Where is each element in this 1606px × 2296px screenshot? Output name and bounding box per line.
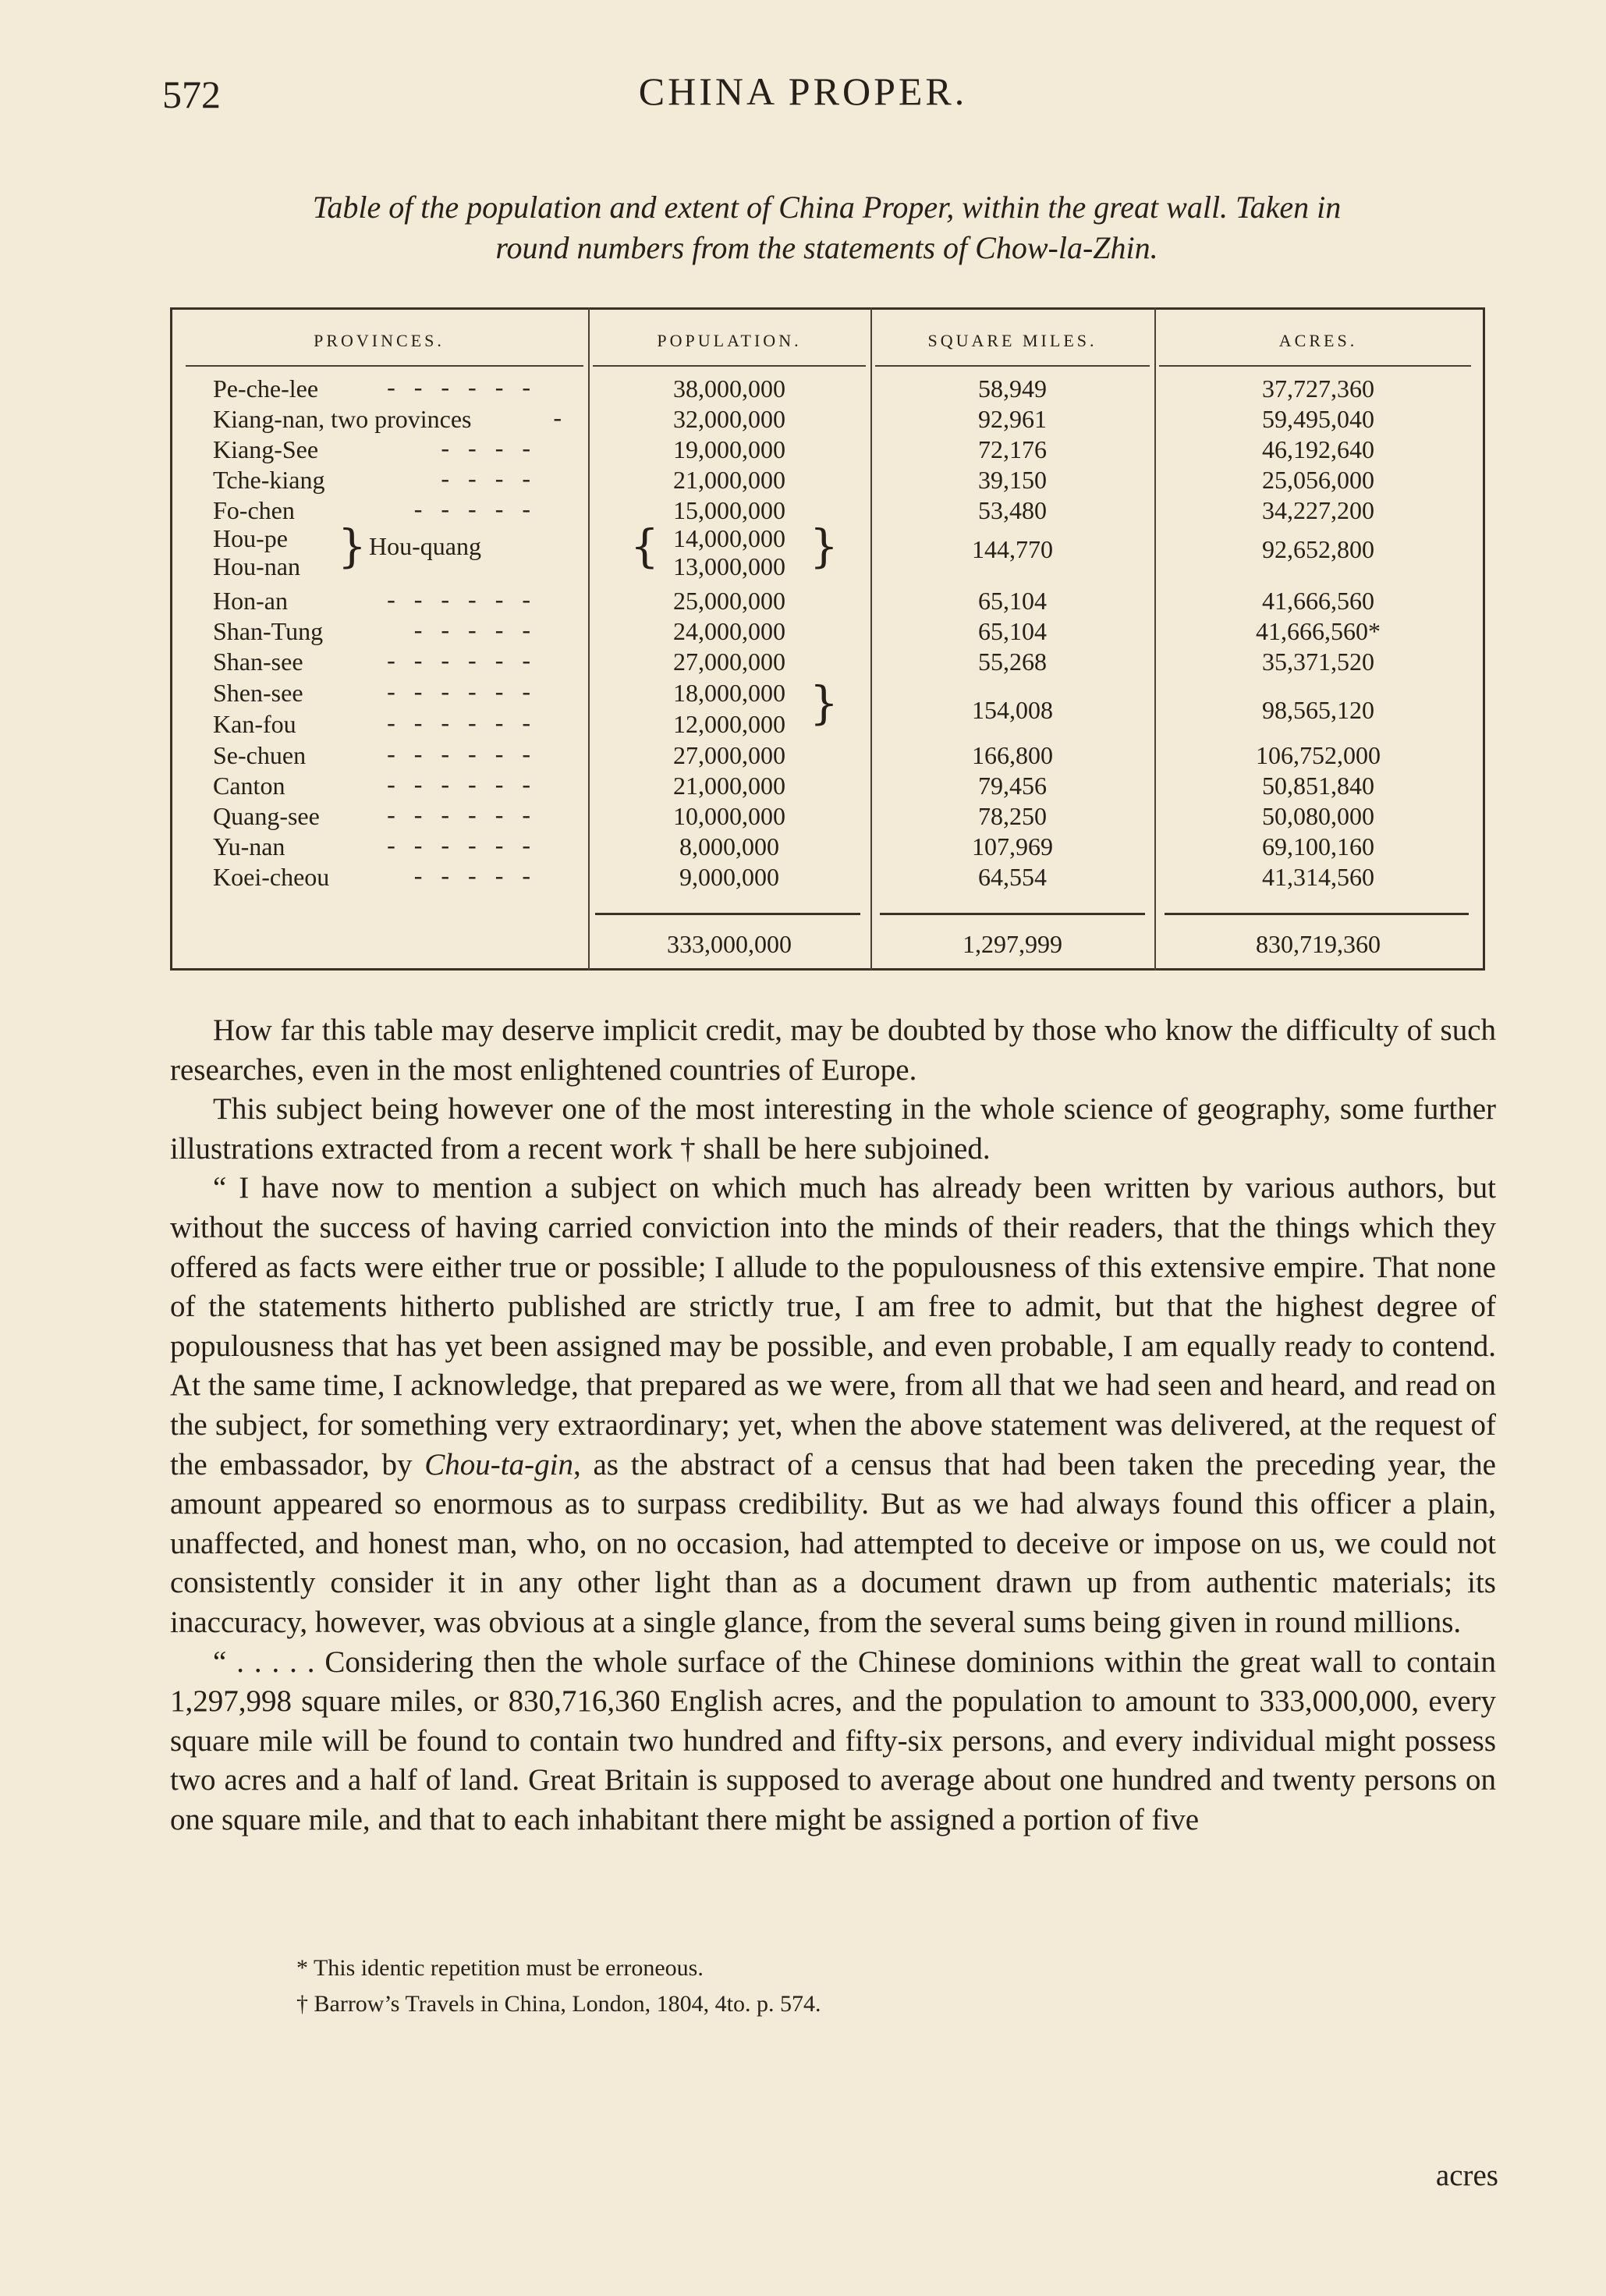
leader-dots: - - - - [441,434,537,462]
population-value: 15,000,000 [673,496,785,524]
leader-dots: - [553,403,568,431]
shen-group-acres: 98,565,120 [1262,696,1374,724]
acres-value: 41,666,560* [1256,617,1381,645]
square-miles-value: 78,250 [978,802,1047,830]
running-head: CHINA PROPER. [638,69,968,113]
paragraph: How far this table may deserve implicit credit, may be doubted by those who know the difficulty of such researches, even in the most enlightened countries of Europe. [170,1013,1496,1087]
leader-dots: - - - - - [413,861,537,889]
population-value: 32,000,000 [673,405,785,433]
table-bottom-rule [170,968,1485,971]
sum-rule [595,913,860,915]
population-value: 9,000,000 [679,863,779,891]
leader-dots: - - - - - - [387,677,537,705]
acres-value: 50,851,840 [1262,772,1374,800]
province-name: Hou-nan [213,552,300,580]
brace-hou-pop-left: { [630,520,659,573]
province-name: Hon-an [213,587,288,615]
square-miles-value: 55,268 [978,648,1047,676]
acres-value: 106,752,000 [1256,741,1381,769]
paragraph-quote: “ . . . . . Considering then the whole surface of the Chinese dominions within the great wall to contain 1,297,998 square miles, or 830,716,360 English acres, and the population to amount to 333,000,000, every square mile will be found to contain two hundred and fifty-six persons, and every individual might possess two acres and a half of land. Great Britain is supposed to average about one hundred and twenty persons on one square mile, and that to each inhabitant there might be assigned a portion of five [170,1645,1496,1836]
quote-text: , as the abstract of a census that had been taken the preceding year, the amount appeared so enormous as to surpass credibility. But as we had always found this officer a plain, unaffected, and honest man, who, on no occasion, had attempted to deceive or impose on us, we could not consistently consider it in any other light than as a document drawn up from authentic materials; its inaccuracy, however, was obvious at a single glance, from the several sums being given in round millions. [170,1447,1496,1639]
leader-dots: - - - - [441,464,537,492]
acres-value: 41,666,560 [1262,587,1374,615]
header-rule [186,365,583,367]
brace-hou-pop-right: } [810,520,838,573]
acres-value: 59,495,040 [1262,405,1374,433]
province-name: Se-chuen [213,741,307,769]
leader-dots: - - - - - - [387,770,537,798]
acres-value: 50,080,000 [1262,802,1374,830]
province-name: Shan-see [213,648,303,676]
square-miles-value: 65,104 [978,587,1047,615]
header-provinces: PROVINCES. [314,331,445,350]
table-caption [164,187,1490,268]
leader-dots: - - - - - - [387,831,537,859]
population-value: 18,000,000 [673,679,785,707]
leader-dots: - - - - - - [387,740,537,768]
sum-rule [1165,913,1469,915]
population-value: 10,000,000 [673,802,785,830]
population-value: 38,000,000 [673,374,785,403]
caption-line-2: round numbers from the statements of Chow-la-Zhin. [495,230,1158,265]
table-right-rule [1483,307,1485,971]
square-miles-value: 79,456 [978,772,1047,800]
leader-dots: - - - - - [413,495,537,523]
population-value: 21,000,000 [673,466,785,494]
shen-group-sq-miles: 154,008 [972,696,1053,724]
table-top-rule [170,307,1485,310]
province-name: Hou-pe [213,524,288,552]
footnote-star: * This identic repetition must be erroneous. [296,1955,704,1981]
province-name: Shen-see [213,679,303,707]
acres-value: 35,371,520 [1262,648,1374,676]
acres-value: 34,227,200 [1262,496,1374,524]
square-miles-value: 58,949 [978,374,1047,403]
province-name: Koei-cheou [213,863,330,891]
acres-value: 37,727,360 [1262,374,1374,403]
quote-text: “ I have now to mention a subject on which much has already been written by various authors, but without the success of having carried conviction into the minds of their readers, that the things which they offered as facts were either true or possible; I allude to the populousness of this extensive empire. That none of the statements hitherto published are strictly true, I am free to admit, but that the highest degree of populousness that has yet been assigned may be possible, and even probable, I am equally ready to contend. At the same time, I acknowledge, that prepared as we were, from all that we had seen and heard, and read on the subject, for something very extraordinary; yet, when the above statement was delivered, at the request of the embassador, by [170,1171,1496,1482]
population-value: 12,000,000 [673,710,785,738]
population-value: 27,000,000 [673,741,785,769]
population-value: 13,000,000 [673,552,785,580]
page-number: 572 [162,73,221,116]
population-value: 25,000,000 [673,587,785,615]
header-square-miles: SQUARE MILES. [927,331,1097,350]
total-acres: 830,719,360 [1256,930,1381,958]
leader-dots: - - - - - - [387,800,537,829]
total-square-miles: 1,297,999 [963,930,1062,958]
province-name: Yu-nan [213,832,285,861]
province-name: Fo-chen [213,496,295,524]
leader-dots: - - - - - - [387,646,537,674]
square-miles-value: 65,104 [978,617,1047,645]
table-left-rule [170,307,172,971]
square-miles-value: 166,800 [972,741,1053,769]
population-table [170,307,1485,971]
acres-value: 41,314,560 [1262,863,1374,891]
square-miles-value: 72,176 [978,435,1047,463]
leader-dots: - - - - - - [387,708,537,736]
header-acres: ACRES. [1278,331,1358,350]
header-rule [875,365,1150,367]
footnotes [296,1950,821,2022]
brace-hou-left: } [338,520,367,573]
square-miles-value: 92,961 [978,405,1047,433]
header-rule [593,365,866,367]
hou-quang-acres: 92,652,800 [1262,535,1374,563]
leader-dots: - - - - - - [387,373,537,401]
leader-dots: - - - - - - [387,585,537,613]
square-miles-value: 53,480 [978,496,1047,524]
province-name: Pe-che-lee [213,374,319,403]
hou-quang-sq-miles: 144,770 [972,535,1053,563]
paragraph: This subject being however one of the most interesting in the whole science of geography, some further illustrations extracted from a recent work † shall be here subjoined. [170,1092,1496,1166]
province-name: Shan-Tung [213,617,324,645]
province-name: Tche-kiang [213,466,325,494]
population-value: 21,000,000 [673,772,785,800]
acres-value: 69,100,160 [1262,832,1374,861]
square-miles-value: 39,150 [978,466,1047,494]
province-name: Quang-see [213,802,320,830]
population-value: 24,000,000 [673,617,785,645]
paragraph-quote [170,1169,1496,1642]
population-value: 19,000,000 [673,435,785,463]
brace-shen-pop-right: } [810,676,838,729]
leader-dots: - - - - - [413,616,537,644]
square-miles-value: 64,554 [978,863,1047,891]
caption-line-1: Table of the population and extent of China Proper, within the great wall. Taken in [312,190,1342,225]
population-value: 14,000,000 [673,524,785,552]
square-miles-value: 107,969 [972,832,1053,861]
total-population: 333,000,000 [667,930,792,958]
sum-rule [880,913,1145,915]
header-rule [1159,365,1471,367]
catchword: acres [1435,2159,1498,2192]
body-text [170,1011,1496,1840]
quoted-name: Chou-ta-gin [424,1447,573,1482]
population-value: 27,000,000 [673,648,785,676]
province-name: Kiang-nan, two provinces [213,405,472,433]
footnote-dagger: † Barrow’s Travels in China, London, 1804, 4to. p. 574. [296,1991,821,2017]
province-name: Canton [213,772,285,800]
acres-value: 25,056,000 [1262,466,1374,494]
acres-value: 46,192,640 [1262,435,1374,463]
province-name: Kiang-See [213,435,319,463]
population-value: 8,000,000 [679,832,779,861]
header-population: POPULATION. [657,331,802,350]
hou-quang-label: Hou-quang [369,532,481,560]
province-name: Kan-fou [213,710,296,738]
